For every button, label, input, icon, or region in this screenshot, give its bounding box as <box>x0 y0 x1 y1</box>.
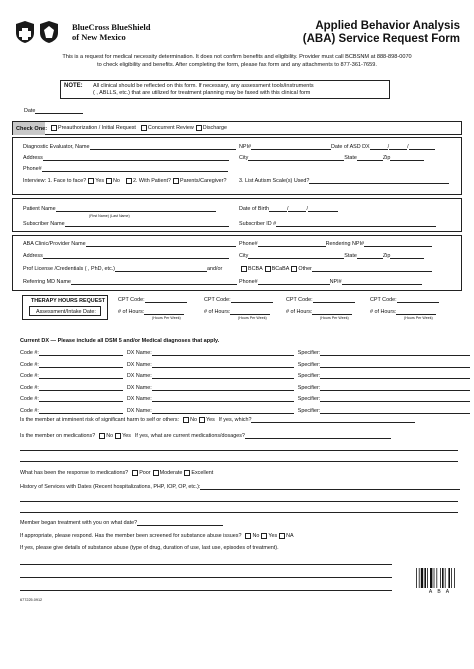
per-week-2: (Hours Per Week) <box>238 316 267 321</box>
barcode-bar <box>419 568 420 588</box>
subscriber-name-field[interactable] <box>65 221 229 227</box>
evaluator-name-label: Diagnostic Evaluator, Name <box>23 144 90 150</box>
dx-code-field[interactable] <box>39 385 123 391</box>
dx-name-field[interactable] <box>152 350 294 356</box>
barcode-bar <box>440 568 441 588</box>
evaluator-zip-field[interactable] <box>390 155 424 161</box>
cpt-label-2: CPT Code: <box>204 297 231 303</box>
provider-city-field[interactable] <box>248 253 344 259</box>
dx-specifier-field[interactable] <box>320 350 470 356</box>
hours-field-3[interactable] <box>312 309 352 315</box>
medications-row <box>20 433 391 439</box>
history-label: History of Services with Dates (Recent hospitalizations, PHP, IOP, OP, etc.): <box>20 484 201 490</box>
cpt-block-3 <box>286 297 355 321</box>
cpt-block-4 <box>370 297 439 321</box>
response-poor-checkbox[interactable] <box>132 470 138 476</box>
brand-line-2: of New Mexico <box>72 32 126 43</box>
provider-zip-label: Zip <box>382 253 391 259</box>
dx-specifier-label: Specifier: <box>297 361 321 368</box>
date-asd-month[interactable] <box>370 144 388 150</box>
evaluator-city-row <box>239 155 424 161</box>
medications-current-field[interactable] <box>245 433 391 439</box>
dx-specifier-field[interactable] <box>320 373 470 379</box>
dx-name-field[interactable] <box>152 385 294 391</box>
patient-name-row <box>23 206 216 212</box>
dx-code-label: Code #: <box>20 396 39 402</box>
autism-scale-row <box>239 178 449 184</box>
provider-phone-field[interactable] <box>258 241 326 247</box>
referring-phone-field[interactable] <box>258 279 330 285</box>
risk-yes-checkbox[interactable] <box>199 417 205 423</box>
dx-row <box>20 362 470 368</box>
interview-row <box>23 178 226 184</box>
license-label: Prof License /Credentials ( , PhD, etc.) <box>23 266 115 272</box>
substance-na-checkbox[interactable] <box>279 533 285 539</box>
assessment-label: Assessment/Intake Date: <box>36 308 96 315</box>
date-label: Date <box>24 108 36 114</box>
dx-code-label: Code #: <box>20 350 39 356</box>
title-line-2: (ABA) Service Request Form <box>302 33 460 46</box>
response-excellent-label: Excellent <box>191 470 214 476</box>
intro-line-2: to check eligibility and benefits. After completing the form, please fax form and any attachments to 877-361-7659. <box>97 61 377 68</box>
dob-year[interactable] <box>308 206 338 212</box>
treatment-field[interactable] <box>137 520 223 526</box>
substance-no-label: No <box>252 533 260 539</box>
preauth-label: Preauthorization / Initial Request <box>58 125 136 131</box>
subscriber-id-label: Subscriber ID # <box>239 221 277 227</box>
provider-city-row <box>239 253 424 259</box>
substance-na-label: NA <box>286 533 294 539</box>
dx-code-field[interactable] <box>39 362 123 368</box>
provider-state-label: State <box>344 253 357 259</box>
provider-state-field[interactable] <box>357 253 383 259</box>
response-moderate-checkbox[interactable] <box>153 470 159 476</box>
risk-no-label: No <box>190 417 197 423</box>
dx-name-label: DX Name: <box>126 384 152 391</box>
risk-no-checkbox[interactable] <box>183 417 189 423</box>
history-row <box>20 484 460 490</box>
referring-npi-field[interactable] <box>342 279 422 285</box>
date-asd-label: Date of ASD DX <box>330 144 370 150</box>
provider-city-label: City <box>239 253 249 259</box>
interview-label: Interview: 1. Face to face? <box>23 178 87 184</box>
subscriber-name-label: Subscriber Name <box>23 221 65 227</box>
history-field[interactable] <box>200 484 460 490</box>
risk-which-label: If yes, which? <box>218 417 252 423</box>
autism-scale-field[interactable] <box>309 178 449 184</box>
evaluator-phone-field[interactable] <box>42 166 228 172</box>
barcode-bar <box>445 568 446 588</box>
barcode-bar <box>448 568 450 588</box>
barcode-bar <box>427 568 428 588</box>
discharge-checkbox[interactable] <box>196 125 202 131</box>
intro-line-1: This is a request for medical necessity determination. It does not confirm benefits and eligibility. Provider must call BCBSNM at 888-898-0070 <box>62 54 412 60</box>
bcbs-logo-icon <box>14 20 70 44</box>
bcaba-checkbox[interactable] <box>265 266 271 272</box>
substance-question: If appropriate, please respond. Has the member been screened for substance abuse issues? <box>20 533 242 539</box>
with-patient-checkbox[interactable] <box>126 178 132 184</box>
andor-label: and/or <box>206 266 223 272</box>
cpt-field-2[interactable] <box>231 297 273 303</box>
per-week-4: (Hours Per Week) <box>404 316 433 321</box>
treatment-row <box>20 520 223 526</box>
hours-field-2[interactable] <box>230 309 270 315</box>
response-row <box>20 470 213 476</box>
dx-row <box>20 373 470 379</box>
evaluator-address-field[interactable] <box>43 155 229 161</box>
patient-name-label: Patient Name <box>23 206 56 212</box>
dx-code-label: Code #: <box>20 361 39 368</box>
cpt-block-1 <box>118 297 187 321</box>
dx-name-field[interactable] <box>152 396 294 402</box>
license-field[interactable] <box>115 266 207 272</box>
subscriber-name-row <box>23 221 229 227</box>
note-text <box>93 83 314 98</box>
dob-day[interactable] <box>288 206 306 212</box>
dx-specifier-label: Specifier: <box>297 396 321 402</box>
barcode-bar <box>424 568 426 588</box>
face-yes-checkbox[interactable] <box>88 178 94 184</box>
dx-specifier-field[interactable] <box>320 385 470 391</box>
barcode-text: A B A <box>428 589 452 596</box>
bcaba-label: BCaBA <box>271 266 290 272</box>
form-title <box>303 20 460 46</box>
intro-text <box>14 54 460 70</box>
substance-details-label: If yes, please give details of substance abuse (type of drug, duration of use, last use, episodes of treatment). <box>20 545 279 551</box>
clinic-row <box>23 241 236 247</box>
hours-label-2: # of Hours: <box>204 309 231 316</box>
dx-name-label: DX Name: <box>126 373 152 379</box>
brand-name <box>72 22 151 42</box>
substance-line-3[interactable] <box>20 585 392 591</box>
response-poor-label: Poor <box>139 470 151 476</box>
patient-section <box>12 198 462 232</box>
referring-label: Referring MD Name <box>23 279 71 285</box>
dx-name-label: DX Name: <box>126 407 152 414</box>
dx-specifier-label: Specifier: <box>297 373 321 379</box>
dx-code-field[interactable] <box>39 373 123 379</box>
dob-label: Date of Birth <box>239 206 269 212</box>
brand-line-1: BlueCross BlueShield <box>72 22 151 32</box>
provider-address-row <box>23 253 229 259</box>
history-line-2[interactable] <box>20 496 458 502</box>
meds-no-checkbox[interactable] <box>99 433 105 439</box>
cpt-label-3: CPT Code: <box>286 297 313 303</box>
rendering-npi-label: Rendering NPI# <box>325 241 364 247</box>
hours-field-4[interactable] <box>396 309 436 315</box>
evaluator-zip-label: Zip <box>382 155 391 161</box>
note-line-2: ( , ABLLS, etc.) that are utilized for treatment planning may be faxed with this clinical form <box>93 89 311 96</box>
provider-phone-row <box>239 241 432 247</box>
meds-no-label: No <box>106 433 114 439</box>
rendering-npi-field[interactable] <box>364 241 432 247</box>
evaluator-address-label: Address <box>23 155 43 161</box>
cpt-field-3[interactable] <box>313 297 355 303</box>
with-patient-label: 2. With Patient? <box>132 178 171 184</box>
other-label: Other <box>298 266 312 272</box>
evaluator-phone-label: Phone# <box>23 166 42 172</box>
footer-code: 677225.0912 <box>20 598 43 602</box>
clinic-label: ABA Clinic/Provider Name <box>23 241 86 247</box>
dx-specifier-field[interactable] <box>320 396 470 402</box>
cpt-label-4: CPT Code: <box>370 297 397 303</box>
substance-row <box>20 533 294 539</box>
dx-code-label: Code #: <box>20 407 39 414</box>
subscriber-id-field[interactable] <box>276 221 436 227</box>
dx-name-label: DX Name: <box>126 361 152 368</box>
evaluator-name-row <box>23 144 236 150</box>
dx-name-label: DX Name: <box>126 350 152 356</box>
dx-row <box>20 385 470 391</box>
cpt-label-1: CPT Code: <box>118 297 145 303</box>
medications-question: Is the member on medications? <box>20 433 96 439</box>
provider-address-label: Address <box>23 253 43 259</box>
dx-name-field[interactable] <box>152 408 294 414</box>
history-line-3[interactable] <box>20 507 458 513</box>
evaluator-city-label: City <box>239 155 249 161</box>
dx-specifier-label: Specifier: <box>297 384 321 391</box>
date-field[interactable] <box>35 108 83 114</box>
referring-row <box>23 279 237 285</box>
risk-question: Is the member at imminent risk of significant harm to self or others: <box>20 417 180 423</box>
barcode-icon <box>416 568 464 588</box>
meds-yes-checkbox[interactable] <box>115 433 121 439</box>
barcode-bar <box>421 568 423 588</box>
evaluator-state-field[interactable] <box>357 155 383 161</box>
date-asd-day[interactable] <box>389 144 407 150</box>
medications-line-2[interactable] <box>20 445 458 451</box>
evaluator-section <box>12 137 462 195</box>
clinic-field[interactable] <box>86 241 236 247</box>
barcode-bar <box>442 568 444 588</box>
referring-field[interactable] <box>71 279 237 285</box>
dx-row <box>20 408 470 414</box>
provider-phone-label: Phone# <box>239 241 258 247</box>
substance-line-2[interactable] <box>20 572 392 578</box>
hours-field-1[interactable] <box>144 309 184 315</box>
logo <box>14 20 70 44</box>
dx-specifier-label: Specifier: <box>297 350 321 356</box>
date-row <box>24 108 83 114</box>
provider-npi-row <box>239 279 422 285</box>
note-line-1: All clinical should be reflected on this form. If necessary, any assessment tools/instruments <box>93 82 314 89</box>
bcba-label: BCBA <box>248 266 263 272</box>
dx-code-label: Code #: <box>20 384 39 391</box>
barcode-bar <box>454 568 455 588</box>
discharge-label: Discharge <box>202 125 228 131</box>
evaluator-address-row <box>23 155 229 161</box>
dx-specifier-label: Specifier: <box>297 407 321 414</box>
medications-current-label: If yes, what are current medications/dosages? <box>134 433 245 439</box>
per-week-1: (Hours Per Week) <box>152 316 181 321</box>
response-excellent-checkbox[interactable] <box>184 470 190 476</box>
therapy-hours-box <box>22 295 108 320</box>
check-one-box <box>12 121 462 135</box>
evaluator-phone-row <box>23 166 228 172</box>
medications-line-3[interactable] <box>20 456 458 462</box>
treatment-label: Member began treatment with you on what date? <box>20 520 138 526</box>
evaluator-npi-label: NPI# <box>239 144 251 150</box>
evaluator-npi-row: NPI# Date of ASD DX / / <box>239 144 435 150</box>
other-checkbox[interactable] <box>291 266 297 272</box>
note-box <box>60 80 390 99</box>
current-dx-heading: Current DX — Please include all DSM 5 and/or Medical diagnoses that apply. <box>20 338 220 344</box>
license-row <box>23 266 222 272</box>
hours-label-1: # of Hours: <box>118 309 145 316</box>
check-one-label: Check One: <box>16 125 48 132</box>
autism-scale-label: 3. List Autism Scale(s) Used? <box>239 178 310 184</box>
evaluator-npi-field[interactable] <box>251 144 331 150</box>
check-one-options <box>49 125 227 131</box>
dx-specifier-field[interactable] <box>320 362 470 368</box>
credential-row <box>239 266 432 272</box>
title-line-1: Applied Behavior Analysis <box>315 20 460 32</box>
meds-yes-label: Yes <box>122 433 131 439</box>
per-week-3: (Hours Per Week) <box>320 316 349 321</box>
evaluator-state-label: State <box>344 155 357 161</box>
assessment-box[interactable] <box>29 306 101 316</box>
dx-row <box>20 350 470 356</box>
dx-name-field[interactable] <box>152 362 294 368</box>
provider-address-field[interactable] <box>43 253 229 259</box>
risk-which-field[interactable] <box>251 417 415 423</box>
risk-yes-label: Yes <box>206 417 215 423</box>
patient-name-hint: (First Name) (Last Name) <box>89 214 130 218</box>
face-yes-label: Yes <box>95 178 105 184</box>
substance-line-1[interactable] <box>20 559 392 565</box>
hours-label-4: # of Hours: <box>370 309 397 316</box>
barcode-bar <box>416 568 417 588</box>
date-asd-year[interactable] <box>409 144 435 150</box>
dx-name-field[interactable] <box>152 373 294 379</box>
provider-zip-field[interactable] <box>390 253 424 259</box>
dob-row: Date of Birth / / <box>239 206 338 212</box>
substance-yes-checkbox[interactable] <box>261 533 267 539</box>
cpt-block-2 <box>204 297 273 321</box>
dob-month[interactable] <box>269 206 287 212</box>
cpt-field-1[interactable] <box>145 297 187 303</box>
face-no-label: No <box>113 178 120 184</box>
barcode <box>416 568 464 596</box>
preauth-checkbox[interactable] <box>51 125 57 131</box>
parents-checkbox[interactable] <box>173 178 179 184</box>
dx-specifier-field[interactable] <box>320 408 470 414</box>
dx-row <box>20 396 470 402</box>
barcode-bar <box>430 568 432 588</box>
substance-no-checkbox[interactable] <box>245 533 251 539</box>
dx-code-field[interactable] <box>39 408 123 414</box>
provider-section <box>12 235 462 291</box>
face-no-checkbox[interactable] <box>106 178 112 184</box>
referring-phone-label: Phone# <box>239 279 258 285</box>
dx-name-label: DX Name: <box>126 396 152 402</box>
subscriber-id-row <box>239 221 436 227</box>
concurrent-checkbox[interactable] <box>141 125 147 131</box>
patient-name-field[interactable] <box>56 206 216 212</box>
dx-code-label: Code #: <box>20 373 39 379</box>
hours-label-3: # of Hours: <box>286 309 313 316</box>
other-field[interactable] <box>312 266 432 272</box>
therapy-title: THERAPY HOURS REQUEST <box>31 298 106 304</box>
concurrent-label: Concurrent Review <box>147 125 194 131</box>
bcba-checkbox[interactable] <box>241 266 247 272</box>
risk-row <box>20 417 415 423</box>
substance-yes-label: Yes <box>268 533 278 539</box>
barcode-bar <box>434 568 435 588</box>
response-question: What has been the response to medications? <box>20 470 129 476</box>
cpt-field-4[interactable] <box>397 297 439 303</box>
evaluator-name-field[interactable] <box>90 144 236 150</box>
response-moderate-label: Moderate <box>159 470 183 476</box>
parents-label: Parents/Caregiver? <box>180 178 227 184</box>
referring-npi-label: NPI# <box>329 279 342 285</box>
barcode-bar <box>451 568 452 588</box>
dx-code-field[interactable] <box>39 396 123 402</box>
note-label: NOTE: <box>64 83 83 89</box>
evaluator-city-field[interactable] <box>248 155 344 161</box>
barcode-bar <box>436 568 437 588</box>
dx-code-field[interactable] <box>39 350 123 356</box>
